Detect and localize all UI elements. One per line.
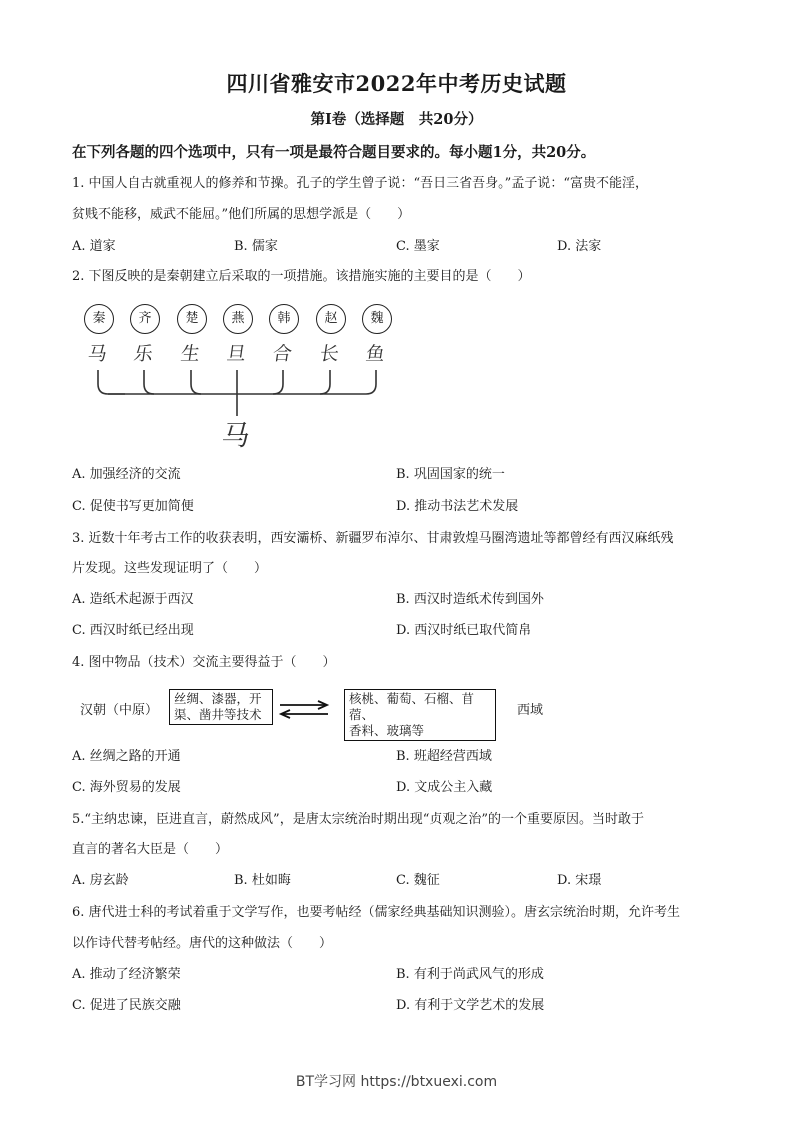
question-6-line-1: 6. 唐代进士科的考试着重于文学写作，也要考帖经（儒家经典基础知识测验）。唐玄宗统治时期，允许考生 — [72, 905, 681, 920]
western-regions-label: 西域 — [517, 703, 544, 718]
question-3-line-1: 3. 近数十年考古工作的收获表明，西安灞桥、新疆罗布淖尔、甘肃敦煌马圈湾遗址等都曾经有西汉麻纸残 — [72, 531, 674, 546]
state-seal-han: 韩 — [269, 304, 299, 334]
han-goods-box — [169, 689, 273, 725]
q2-option-a: A. 加强经济的交流 — [72, 467, 181, 482]
q5-option-d: D. 宋璟 — [557, 873, 602, 888]
q6-option-d: D. 有利于文学艺术的发展 — [396, 998, 545, 1013]
script-variant-wei: 鱼 — [364, 343, 387, 365]
q5-option-c: C. 魏征 — [396, 873, 440, 888]
q1-option-d: D. 法家 — [557, 239, 602, 254]
script-variant-han: 合 — [271, 343, 294, 365]
q1-option-c: C. 墨家 — [396, 239, 440, 254]
exchange-arrows-icon — [278, 700, 330, 720]
q3-option-d: D. 西汉时纸已取代简帛 — [396, 623, 532, 638]
q1-option-b: B. 儒家 — [234, 239, 278, 254]
q3-option-c: C. 西汉时纸已经出现 — [72, 623, 194, 638]
han-dynasty-label: 汉朝（中原） — [80, 703, 159, 718]
q2-option-c: C. 促使书写更加简便 — [72, 499, 194, 514]
section-heading: 第Ⅰ卷（选择题 共20分） — [310, 111, 483, 128]
unified-script-glyph: 马 — [219, 419, 253, 452]
western-goods-line-1: 核桃、葡萄、石榴、苜蓿、 — [349, 691, 475, 722]
question-1-line-2: 贫贱不能移，威武不能屈。”他们所属的思想学派是（ ） — [72, 207, 411, 222]
q4-option-b: B. 班超经营西域 — [396, 749, 492, 764]
q4-option-d: D. 文成公主入藏 — [396, 780, 493, 795]
state-seal-yan: 燕 — [223, 304, 253, 334]
page-title: 四川省雅安市2022年中考历史试题 — [226, 71, 567, 96]
q3-option-b: B. 西汉时造纸术传到国外 — [396, 592, 544, 607]
q1-option-a: A. 道家 — [72, 239, 116, 254]
state-seal-zhao: 赵 — [316, 304, 346, 334]
q5-option-b: B. 杜如晦 — [234, 873, 291, 888]
q5-option-a: A. 房玄龄 — [72, 873, 129, 888]
question-2-line-1: 2. 下图反映的是秦朝建立后采取的一项措施。该措施实施的主要目的是（ ） — [72, 269, 531, 284]
question-5-line-1: 5.“主纳忠谏，臣进直言，蔚然成风”，是唐太宗统治时期出现“贞观之治”的一个重要原因。当时敢于 — [72, 812, 644, 827]
question-1-line-1: 1. 中国人自古就重视人的修养和节操。孔子的学生曾子说：“吾日三省吾身。”孟子说：“富贵不能淫， — [72, 176, 648, 191]
question-4-line-1: 4. 图中物品（技术）交流主要得益于（ ） — [72, 655, 336, 670]
q4-option-a: A. 丝绸之路的开通 — [72, 749, 181, 764]
q2-option-b: B. 巩固国家的统一 — [396, 467, 505, 482]
state-seal-qi: 齐 — [130, 304, 160, 334]
q6-option-a: A. 推动了经济繁荣 — [72, 967, 181, 982]
question-6-line-2: 以作诗代替考帖经。唐代的这种做法（ ） — [72, 936, 333, 951]
western-regions-goods-box — [344, 689, 496, 741]
script-variant-qi: 乐 — [132, 343, 155, 365]
q6-option-b: B. 有利于尚武风气的形成 — [396, 967, 544, 982]
state-seal-chu: 楚 — [177, 304, 207, 334]
han-goods-line-1: 丝绸、漆器，开 — [174, 691, 262, 706]
footer-watermark: BT学习网 https://btxuexi.com — [295, 1074, 498, 1090]
state-seal-wei: 魏 — [362, 304, 392, 334]
q4-option-c: C. 海外贸易的发展 — [72, 780, 181, 795]
script-variant-yan: 旦 — [225, 343, 248, 365]
western-goods-line-2: 香料、玻璃等 — [349, 723, 425, 738]
q3-option-a: A. 造纸术起源于西汉 — [72, 592, 194, 607]
script-variant-qin: 马 — [86, 343, 109, 365]
question-3-line-2: 片发现。这些发现证明了（ ） — [72, 561, 268, 576]
q2-option-d: D. 推动书法艺术发展 — [396, 499, 519, 514]
instructions: 在下列各题的四个选项中，只有一项是最符合题目要求的。每小题1分，共20分。 — [72, 144, 596, 161]
q6-option-c: C. 促进了民族交融 — [72, 998, 181, 1013]
script-variant-zhao: 长 — [318, 343, 341, 365]
question-5-line-2: 直言的著名大臣是（ ） — [72, 842, 229, 857]
han-goods-line-2: 渠、凿井等技术 — [174, 707, 262, 722]
script-variant-chu: 生 — [179, 343, 202, 365]
state-seal-qin: 秦 — [84, 304, 114, 334]
